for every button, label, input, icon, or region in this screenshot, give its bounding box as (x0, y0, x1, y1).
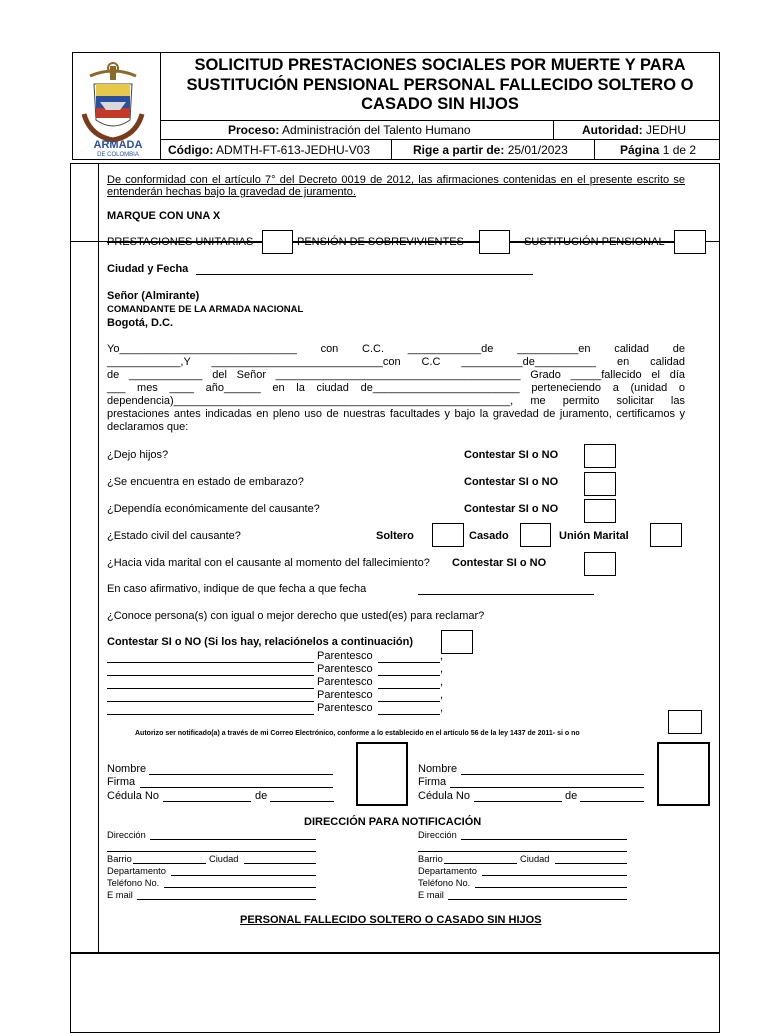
ciudad-fecha-line[interactable] (196, 274, 533, 275)
notif-email-label: E mail (107, 890, 133, 900)
answer-label: Contestar SI o NO (464, 476, 559, 488)
question-conoce: ¿Conoce persona(s) con igual o mejor derecho que usted(es) para reclamar? (107, 610, 485, 622)
autoridad: Autoridad: JEDHU (582, 123, 687, 137)
question-vida-marital: ¿Hacia vida marital con el causante al momento del fallecimiento? (107, 557, 430, 569)
person-name-line[interactable] (107, 675, 314, 676)
sig-firma-line[interactable] (450, 787, 644, 788)
header-divider (160, 120, 720, 121)
checkbox-soltero[interactable] (432, 523, 464, 547)
logo-text: ARMADA (93, 139, 143, 151)
marque-label: MARQUE CON UNA X (107, 210, 221, 222)
notif-ciudad-line[interactable] (244, 863, 316, 864)
comma: , (440, 676, 444, 688)
answer-box-dependencia[interactable] (584, 499, 616, 523)
autorizo-text: Autorizo ser notificado(a) a través de mi Correo Electrónico, conforme a lo establecido en el artículo 56 de la ley 1437 de 2011- si o no (135, 730, 580, 737)
notif-direccion-line2[interactable] (418, 851, 627, 852)
pagina: Página 1 de 2 (620, 143, 697, 157)
parentesco-label: Parentesco (317, 676, 373, 688)
notif-telefono-line[interactable] (475, 887, 627, 888)
addressee-line1: Señor (Almirante) (107, 290, 200, 302)
notif-telefono-label: Teléfono No. (107, 878, 160, 888)
header-divider (160, 139, 720, 140)
notif-barrio-line[interactable] (444, 863, 517, 864)
option-prestaciones: PRESTACIONES UNITARIAS (107, 236, 254, 248)
body-line: dependencia)_______________________________________________________, me permito solicitar las (107, 395, 685, 407)
autorizo-box[interactable] (668, 710, 702, 734)
notif-departamento-label: Departamento (107, 866, 166, 876)
question-conoce-answer: Contestar SI o NO (Si los hay, relaciónelos a continuación) (107, 636, 414, 648)
parentesco-label: Parentesco (317, 702, 373, 714)
option-pension: PENSIÓN DE SOBREVIVIENTES (297, 236, 464, 248)
notif-ciudad-label: Ciudad (209, 854, 239, 864)
notif-telefono-label: Teléfono No. (418, 878, 471, 888)
answer-box-embarazo[interactable] (584, 472, 616, 496)
comma: , (440, 689, 444, 701)
notif-departamento-line[interactable] (482, 875, 627, 876)
notif-email-line[interactable] (137, 899, 316, 900)
notif-barrio-label: Barrio (107, 854, 132, 864)
sig-cedula-label: Cédula No (107, 790, 159, 802)
notif-barrio-label: Barrio (418, 854, 443, 864)
proceso: Proceso: Administración del Talento Humano (228, 123, 471, 137)
notif-direccion-line[interactable] (150, 839, 316, 840)
header-divider (553, 120, 554, 140)
notif-email-label: E mail (418, 890, 444, 900)
notif-ciudad-line[interactable] (555, 863, 627, 864)
person-name-line[interactable] (107, 714, 314, 715)
footer-title: PERSONAL FALLECIDO SOLTERO O CASADO SIN HIJOS (240, 914, 542, 926)
answer-label: Contestar SI o NO (464, 449, 559, 461)
notif-departamento-label: Departamento (418, 866, 477, 876)
frame-edge (70, 163, 71, 243)
header-divider (391, 139, 392, 160)
answer-label: Contestar SI o NO (452, 557, 547, 569)
parentesco-line[interactable] (378, 662, 440, 663)
notif-direccion-label: Dirección (418, 830, 457, 840)
parentesco-label: Parentesco (317, 689, 373, 701)
option-casado: Casado (469, 530, 509, 542)
comma: , (440, 702, 444, 714)
parentesco-label: Parentesco (317, 650, 373, 662)
parentesco-line[interactable] (378, 675, 440, 676)
fingerprint-box[interactable] (356, 742, 408, 806)
question-dependencia: ¿Dependía económicamente del causante? (107, 503, 320, 515)
checkbox-pension[interactable] (479, 230, 510, 254)
notif-direccion-line[interactable] (461, 839, 627, 840)
notif-direccion-label: Dirección (107, 830, 146, 840)
body-line: prestaciones antes indicadas en pleno uso de nuestras facultades y bajo la gravedad de juramento, certificamos y (107, 408, 685, 420)
intro-text: De conformidad con el artículo 7° del Decreto 0019 de 2012, las afirmaciones contenidas en el presente escrito se entenderán hechas bajo la gravedad de juramento. (107, 174, 685, 198)
checkbox-sustitucion[interactable] (674, 230, 706, 254)
person-name-line[interactable] (107, 662, 314, 663)
question-fechas: En caso afirmativo, indique de que fecha a que fecha (107, 583, 367, 595)
checkbox-union[interactable] (650, 523, 682, 547)
notif-title: DIRECCIÓN PARA NOTIFICACIÓN (304, 816, 482, 828)
ciudad-fecha-label: Ciudad y Fecha (107, 263, 189, 275)
notif-email-line[interactable] (448, 899, 627, 900)
parentesco-label: Parentesco (317, 663, 373, 675)
comma: , (440, 663, 444, 675)
sig-de-label: de (565, 790, 578, 802)
sig-de-line[interactable] (580, 801, 644, 802)
person-name-line[interactable] (107, 701, 314, 702)
fechas-line[interactable] (418, 594, 594, 595)
codigo: Código: ADMTH-FT-613-JEDHU-V03 (168, 143, 371, 157)
frame-edge (70, 163, 98, 164)
body-line: ___ mes ____ año______ en la ciudad de________________________ perteneciendo a (unidad o (107, 382, 685, 394)
addressee-line3: Bogotá, D.C. (107, 317, 173, 329)
logo-subtext: DE COLOMBIA (97, 152, 139, 158)
option-soltero: Soltero (376, 530, 414, 542)
parentesco-line[interactable] (378, 714, 440, 715)
question-embarazo: ¿Se encuentra en estado de embarazo? (107, 476, 304, 488)
parentesco-line[interactable] (378, 701, 440, 702)
form-frame-next (70, 953, 720, 1033)
parentesco-line[interactable] (378, 688, 440, 689)
notif-direccion-line2[interactable] (107, 851, 316, 852)
sig-de-label: de (255, 790, 268, 802)
answer-box-vida-marital[interactable] (584, 552, 616, 576)
question-hijos: ¿Dejo hijos? (107, 449, 169, 461)
option-union: Unión Marital (559, 530, 629, 542)
notif-telefono-line[interactable] (164, 887, 316, 888)
answer-box-conoce[interactable] (441, 630, 473, 654)
rige: Rige a partir de: 25/01/2023 (413, 143, 568, 157)
addressee-line2: COMANDANTE DE LA ARMADA NACIONAL (107, 304, 304, 315)
sig-nombre-label: Nombre (107, 763, 147, 775)
sig-cedula-line[interactable] (474, 801, 562, 802)
page-title: SOLICITUD PRESTACIONES SOCIALES POR MUERTE Y PARA SUSTITUCIÓN PENSIONAL PERSONAL FALLECIDO SOLTERO O CASADO SIN HIJOS (186, 56, 694, 113)
body-line: de ____________ del Señor ________________________________________ Grado _____fallecido el día (107, 369, 685, 381)
notif-departamento-line[interactable] (171, 875, 316, 876)
checkbox-casado[interactable] (520, 523, 551, 547)
body-line: declaramos que: (107, 421, 189, 433)
armada-logo (80, 62, 156, 158)
question-estado-civil: ¿Estado civil del causante? (107, 530, 241, 542)
sig-firma-label: Firma (107, 776, 136, 788)
comma: , (440, 650, 444, 662)
checkbox-prestaciones[interactable] (262, 230, 293, 254)
body-line: ____________,Y ____________________________con C.C __________de__________ en calidad (107, 356, 685, 368)
sig-cedula-label: Cédula No (418, 790, 470, 802)
notif-barrio-line[interactable] (133, 863, 206, 864)
answer-box-hijos[interactable] (584, 444, 616, 468)
notif-ciudad-label: Ciudad (520, 854, 550, 864)
body-line: Yo_____________________________ con C.C. ____________de __________en calidad de (107, 343, 685, 355)
sig-nombre-label: Nombre (418, 763, 458, 775)
person-name-line[interactable] (107, 688, 314, 689)
header-divider (594, 139, 595, 160)
sig-firma-label: Firma (418, 776, 447, 788)
sig-cedula-line[interactable] (163, 801, 251, 802)
sig-de-line[interactable] (270, 801, 334, 802)
answer-label: Contestar SI o NO (464, 503, 559, 515)
option-sustitucion: SUSTITUCIÓN PENSIONAL (524, 236, 665, 248)
sig-firma-line[interactable] (140, 787, 333, 788)
sig-nombre-line[interactable] (149, 774, 333, 775)
fingerprint-box[interactable] (657, 742, 710, 806)
sig-nombre-line[interactable] (461, 774, 644, 775)
